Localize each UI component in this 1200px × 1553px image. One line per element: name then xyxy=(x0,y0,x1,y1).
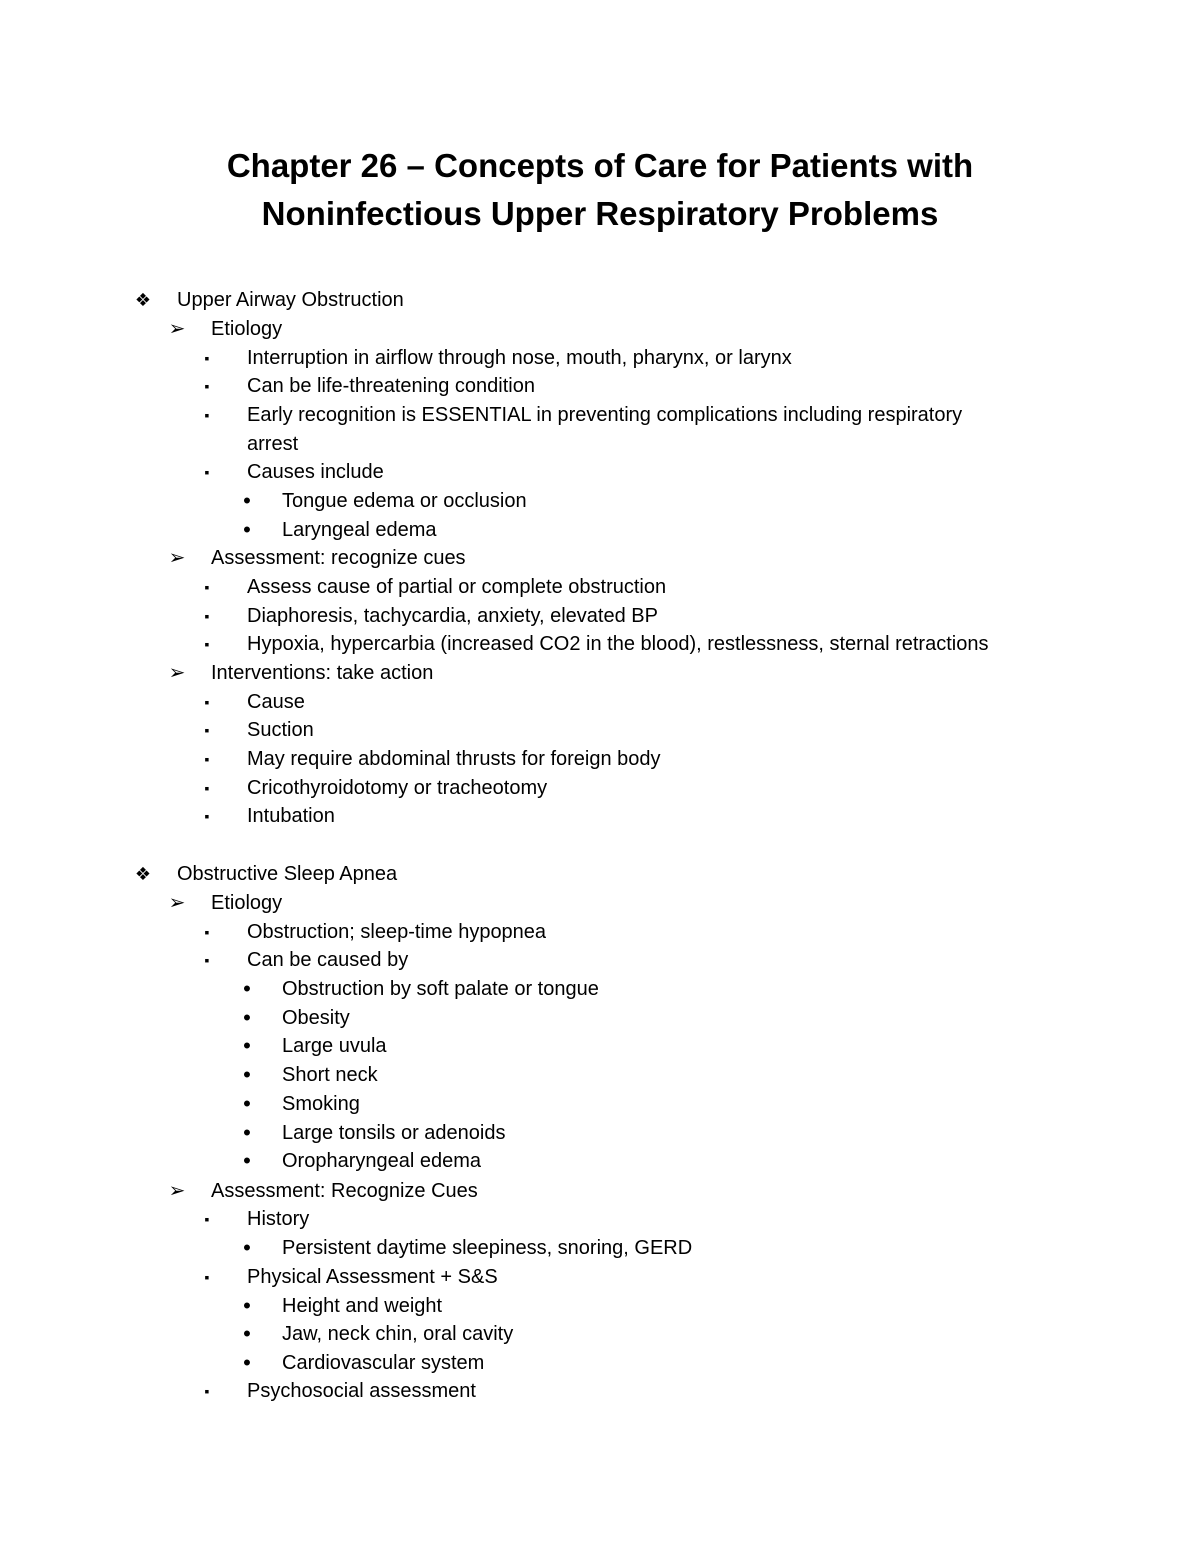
sub-list-item: Short neck xyxy=(282,1064,378,1087)
sub-list-item: Cardiovascular system xyxy=(282,1352,485,1374)
square-bullet-icon: ▪ xyxy=(204,1211,210,1227)
list-item-continuation: arrest xyxy=(247,433,299,455)
square-bullet-icon: ▪ xyxy=(204,636,210,652)
list-item: Causes include xyxy=(247,461,384,483)
square-bullet-icon: ▪ xyxy=(204,378,210,394)
title-line-1: Chapter 26 – Concepts of Care for Patients with xyxy=(226,147,974,184)
round-bullet-icon: • xyxy=(243,1350,251,1375)
round-bullet-icon: • xyxy=(243,976,251,1001)
sub-list-item: Height and weight xyxy=(282,1295,443,1317)
square-bullet-icon: ▪ xyxy=(204,924,210,940)
list-item: Assess cause of partial or complete obstruction xyxy=(247,576,667,598)
sub-list-item: Large tonsils or adenoids xyxy=(282,1121,506,1144)
round-bullet-icon: • xyxy=(243,1235,251,1260)
square-bullet-icon: ▪ xyxy=(204,1383,210,1399)
section-heading: Upper Airway Obstruction xyxy=(177,289,404,311)
arrow-bullet-icon: ➢ xyxy=(168,1180,186,1202)
list-item: Can be life-threatening condition xyxy=(247,375,535,397)
list-item: Physical Assessment + S&S xyxy=(247,1266,498,1288)
square-bullet-icon: ▪ xyxy=(204,579,210,595)
round-bullet-icon: • xyxy=(243,1033,251,1059)
round-bullet-icon: • xyxy=(243,1293,251,1318)
subsection-label: Interventions: take action xyxy=(211,662,434,684)
sub-list-item: Obstruction by soft palate or tongue xyxy=(282,978,599,1000)
list-item: Interruption in airflow through nose, mouth, pharynx, or larynx xyxy=(247,347,792,369)
sub-list-item: Jaw, neck chin, oral cavity xyxy=(282,1323,514,1345)
document-title xyxy=(0,142,1200,238)
diamond-bullet-icon: ❖ xyxy=(134,864,152,884)
square-bullet-icon: ▪ xyxy=(204,694,210,710)
list-item: Diaphoresis, tachycardia, anxiety, elevated BP xyxy=(247,605,658,627)
arrow-bullet-icon: ➢ xyxy=(168,547,186,569)
round-bullet-icon: • xyxy=(243,1321,251,1346)
title-line-2: Noninfectious Upper Respiratory Problems xyxy=(261,195,939,232)
arrow-bullet-icon: ➢ xyxy=(168,318,186,340)
square-bullet-icon: ▪ xyxy=(204,407,210,423)
round-bullet-icon: • xyxy=(243,1119,251,1145)
subsection-label: Etiology xyxy=(211,318,283,340)
list-item: Can be caused by xyxy=(247,949,409,971)
diamond-bullet-icon: ❖ xyxy=(134,290,152,310)
sub-list-item: Persistent daytime sleepiness, snoring, GERD xyxy=(282,1237,693,1259)
round-bullet-icon: • xyxy=(243,517,251,542)
list-item: Early recognition is ESSENTIAL in preventing complications including respiratory xyxy=(247,404,963,426)
sub-list-item: Oropharyngeal edema xyxy=(282,1150,482,1173)
list-item: History xyxy=(247,1208,310,1230)
subsection-label: Assessment: recognize cues xyxy=(211,547,466,569)
round-bullet-icon: • xyxy=(243,1148,251,1174)
square-bullet-icon: ▪ xyxy=(204,464,210,480)
sub-list-item: Laryngeal edema xyxy=(282,519,437,541)
arrow-bullet-icon: ➢ xyxy=(168,892,186,914)
subsection-label: Assessment: Recognize Cues xyxy=(211,1180,478,1202)
list-item: Cause xyxy=(247,691,305,713)
sub-list-item: Large uvula xyxy=(282,1035,387,1058)
list-item: Suction xyxy=(247,719,314,741)
subsection-label: Etiology xyxy=(211,892,283,914)
list-item: May require abdominal thrusts for foreign body xyxy=(247,748,661,770)
round-bullet-icon: • xyxy=(243,488,251,513)
square-bullet-icon: ▪ xyxy=(204,350,210,366)
square-bullet-icon: ▪ xyxy=(204,751,210,767)
sub-list-item: Tongue edema or occlusion xyxy=(282,490,527,512)
sub-list-item: Obesity xyxy=(282,1006,350,1029)
list-item: Hypoxia, hypercarbia (increased CO2 in the blood), restlessness, sternal retractions xyxy=(247,633,989,655)
round-bullet-icon: • xyxy=(243,1004,251,1030)
section-heading: Obstructive Sleep Apnea xyxy=(177,863,398,885)
square-bullet-icon: ▪ xyxy=(204,808,210,824)
list-item: Cricothyroidotomy or tracheotomy xyxy=(247,777,548,799)
arrow-bullet-icon: ➢ xyxy=(168,662,186,684)
sub-list-item: Smoking xyxy=(282,1092,360,1115)
square-bullet-icon: ▪ xyxy=(204,722,210,738)
square-bullet-icon: ▪ xyxy=(204,780,210,796)
square-bullet-icon: ▪ xyxy=(204,952,210,968)
list-item: Psychosocial assessment xyxy=(247,1380,476,1402)
square-bullet-icon: ▪ xyxy=(204,608,210,624)
list-item: Obstruction; sleep-time hypopnea xyxy=(247,921,547,943)
list-item: Intubation xyxy=(247,805,335,827)
round-bullet-icon: • xyxy=(243,1090,251,1116)
round-bullet-icon: • xyxy=(243,1062,251,1088)
square-bullet-icon: ▪ xyxy=(204,1269,210,1285)
